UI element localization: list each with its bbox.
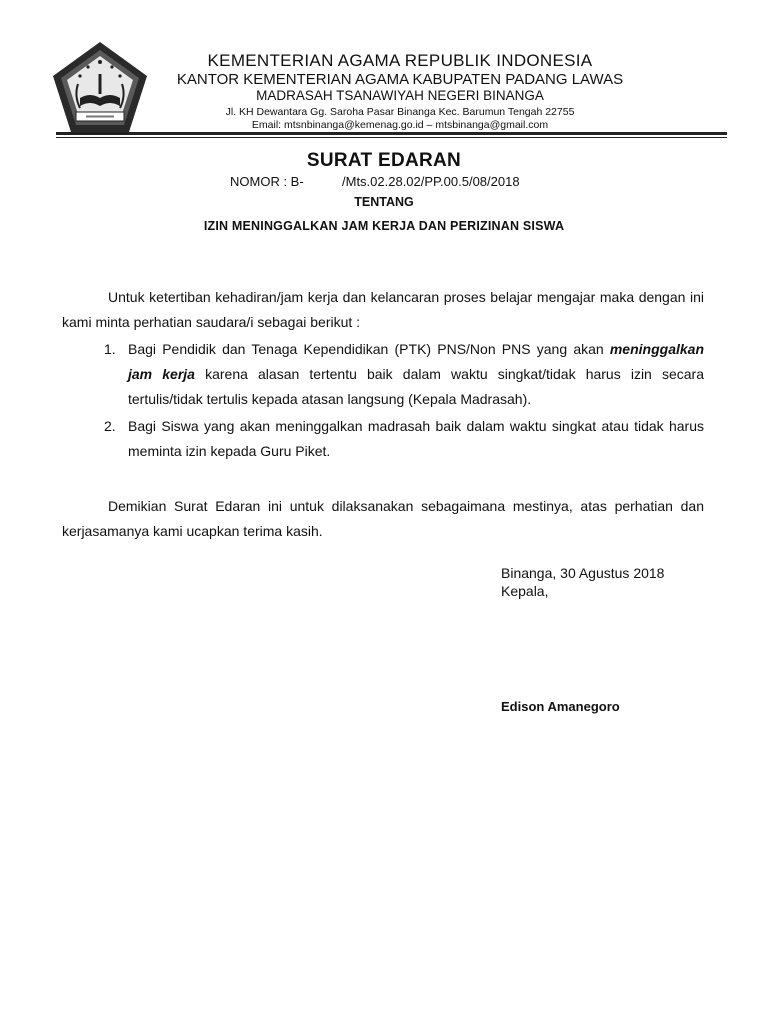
closing-paragraph: Demikian Surat Edaran ini untuk dilaksanakan sebagaimana mestinya, atas perhatian dan kerjasamanya kami ucapkan terima kasih. [62, 498, 704, 539]
list-item-emphasis: meninggalkan jam kerja [128, 341, 704, 382]
school-address: Jl. KH Dewantara Gg. Saroha Pasar Binanga Kec. Barumun Tengah 22755 [225, 106, 575, 118]
letterhead-divider-thick [56, 132, 727, 135]
letterhead [150, 50, 650, 132]
school-email: Email: mtsnbinanga@kemenag.go.id – mtsbinanga@gmail.com [251, 119, 549, 131]
kemenag-logo [50, 40, 150, 136]
office-name: KANTOR KEMENTERIAN AGAMA KABUPATEN PADANG LAWAS [176, 71, 624, 88]
place-date: Binanga, 30 Agustus 2018 [501, 565, 665, 581]
list-item [62, 414, 704, 464]
list-item-text: Bagi Siswa yang akan meninggalkan madrasah baik dalam waktu singkat atau tidak harus meminta izin kepada Guru Piket. [128, 418, 704, 459]
list-item-text: karena alasan tertentu baik dalam waktu singkat/tidak harus izin secara tertulis/tidak tertulis kepada atasan langsung (Kepala Madrasah). [128, 366, 704, 407]
school-name: MADRASAH TSANAWIYAH NEGERI BINANGA [256, 88, 544, 103]
signature-block [501, 564, 664, 600]
signer-position: Kepala, [501, 583, 549, 599]
ministry-name: KEMENTERIAN AGAMA REPUBLIK INDONESIA [207, 51, 593, 70]
list-item-number: 1. [104, 341, 116, 357]
letter-subject: IZIN MENINGGALKAN JAM KERJA DAN PERIZINAN SISWA [203, 219, 565, 233]
letterhead-divider-thin [56, 137, 727, 138]
letter-number-value: /Mts.02.28.02/PP.00.5/08/2018 [342, 174, 520, 189]
letter-number-label: NOMOR : B- [230, 174, 304, 189]
list-item-number: 2. [104, 418, 116, 434]
list-item [62, 337, 704, 412]
list-item-text: Bagi Pendidik dan Tenaga Kependidikan (PTK) PNS/Non PNS yang akan [128, 341, 604, 357]
letter-title: SURAT EDARAN [306, 150, 462, 171]
intro-paragraph: Untuk ketertiban kehadiran/jam kerja dan kelancaran proses belajar mengajar maka dengan ini kami minta perhatian saudara/i sebagai berikut : [62, 289, 704, 330]
signer-name: Edison Amanegoro [501, 699, 620, 714]
letter-body [62, 285, 704, 544]
about-label: TENTANG [354, 195, 414, 209]
instruction-list [62, 337, 704, 464]
